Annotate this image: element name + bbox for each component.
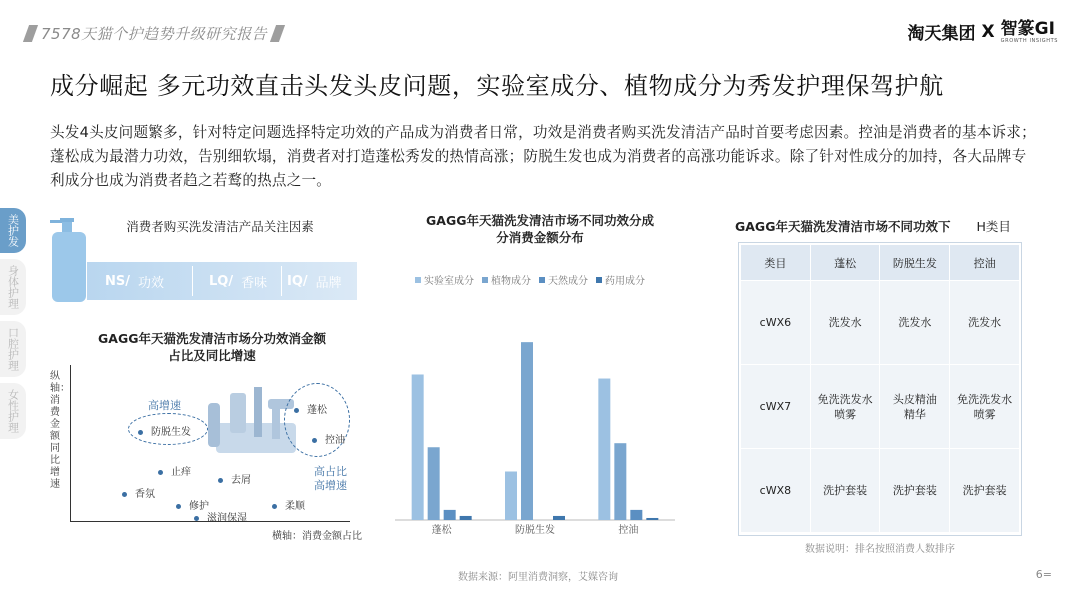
bar: [646, 518, 658, 520]
bar: [505, 471, 517, 520]
table-header-row: [741, 245, 1020, 281]
bar: [614, 443, 626, 520]
factors-banner: [87, 262, 357, 300]
sidenav-item-hair[interactable]: [0, 208, 26, 253]
point-anti-hairloss: 防脱生发: [138, 423, 191, 438]
table-cell: 洗护套装: [810, 449, 880, 533]
table-title: [735, 218, 1025, 235]
bar: [553, 516, 565, 520]
logo-x: X: [981, 21, 995, 42]
matrix-xlabel: 横轴：消费金额占比: [272, 531, 362, 542]
table-cell: 洗护套装: [950, 449, 1020, 533]
factor-brand: [287, 262, 342, 300]
table-cell: 洗发水: [950, 281, 1020, 365]
bar: [460, 516, 472, 520]
x-tick-label: 蓬松: [431, 525, 452, 536]
table-rank-cell: cWX8: [741, 449, 811, 533]
table-row: [741, 281, 1020, 365]
factors-title: 消费者购买洗发清洁产品关注因素: [126, 219, 314, 234]
x-tick-label: 控油: [618, 525, 639, 536]
legend-label: 实验室成分: [424, 276, 474, 287]
matrix-title-line1: GAGG年天猫洗发清洁市场分功效消金额: [98, 331, 326, 346]
sidenav-item-feminine[interactable]: [0, 383, 26, 439]
top-category-table: [740, 244, 1020, 533]
x-tick-label: 防脱生发: [515, 525, 555, 536]
point-anti-dandruff: 去屑: [218, 471, 251, 486]
table-header: 防脱生发: [880, 245, 950, 281]
high-share-line1: 高占比: [314, 465, 347, 478]
matrix-title: [72, 330, 352, 364]
sidenav-label: 身体护理: [6, 265, 20, 309]
legend-label: 植物成分: [491, 276, 531, 287]
table-header: 控油: [950, 245, 1020, 281]
table-rank-cell: cWX6: [741, 281, 811, 365]
bar: [412, 374, 424, 520]
bar: [521, 342, 533, 520]
ingredient-bar-chart: [395, 268, 690, 538]
table-title-main: GAGG年天猫洗发清洁市场不同功效下: [735, 219, 951, 234]
side-nav: [0, 208, 28, 445]
logo-zhizhuan: [1001, 20, 1058, 44]
report-header-tag: [20, 23, 288, 43]
sidenav-label: 美护发: [6, 214, 20, 247]
bar: [428, 447, 440, 520]
sidenav-item-oral[interactable]: [0, 321, 26, 377]
report-title: 7578天猫个护趋势升级研究报告: [41, 24, 268, 43]
table-header: 蓬松: [810, 245, 880, 281]
page-number: 6=: [1035, 568, 1052, 581]
point-moisturize: 滋润保湿: [194, 509, 247, 524]
ingredient-chart-title: [400, 212, 680, 246]
logo-zhizhuan-text: 智篆GI: [1000, 18, 1055, 39]
point-fragrance: 香氛: [122, 485, 155, 500]
slash-decoration: [270, 25, 285, 42]
factor-label: 品牌: [315, 275, 342, 291]
table-cell: 免洗洗发水喷雾: [950, 365, 1020, 449]
legend-label: 天然成分: [548, 276, 588, 287]
table-cell: 洗护套装: [880, 449, 950, 533]
factor-code: LQ/: [209, 273, 234, 289]
table-cell: 洗发水: [880, 281, 950, 365]
bar-chart-svg: [395, 268, 690, 538]
factor-fragrance: [209, 262, 267, 300]
bar: [444, 510, 456, 520]
high-share-label: [314, 465, 347, 493]
point-smooth: 柔顺: [272, 497, 305, 512]
page-title: 成分崛起 多元功效直击头发头皮问题，实验室成分、植物成分为秀发护理保驾护航: [50, 72, 944, 100]
matrix-title-line2: 占比及同比增速: [168, 348, 256, 363]
table-cell: 洗发水: [810, 281, 880, 365]
sidenav-item-body[interactable]: [0, 259, 26, 315]
brand-logo: [908, 19, 1058, 44]
table-row: [741, 449, 1020, 533]
high-share-line2: 高增速: [314, 479, 347, 492]
bar: [630, 510, 642, 520]
factor-divider: [192, 266, 193, 296]
point-anti-itch: 止痒: [158, 463, 191, 478]
sidenav-label: 女性护理: [6, 389, 20, 433]
logo-taotian: 淘天集团: [907, 24, 976, 44]
point-repair: 修护: [176, 497, 209, 512]
table-cell: 免洗洗发水喷雾: [810, 365, 880, 449]
legend-label: 药用成分: [605, 276, 645, 287]
matrix-y-axis: [70, 365, 71, 521]
slash-decoration: [23, 25, 38, 42]
matrix-ylabel: 纵轴：消费金额同比增速: [50, 371, 70, 490]
table-row: [741, 365, 1020, 449]
table-rank-cell: cWX7: [741, 365, 811, 449]
factor-efficacy: [105, 262, 164, 300]
factor-label: 香味: [241, 275, 268, 291]
data-source: 数据来源：阿里消费洞察，艾媒咨询: [458, 572, 618, 583]
logo-sub-text: GROWTH INSIGHTS: [1000, 37, 1058, 44]
shampoo-bottle-icon: [46, 218, 92, 302]
bar: [598, 379, 610, 520]
factor-code: NS/: [105, 273, 130, 289]
chart-title-line2: 分消费金额分布: [496, 230, 584, 245]
table-note: 数据说明：排名按照消费人数排序: [805, 544, 955, 555]
factor-divider: [281, 266, 282, 296]
chart-title-line1: GAGG年天猫洗发清洁市场不同功效分成: [426, 213, 654, 228]
table-header: 类目: [741, 245, 811, 281]
point-volume: 蓬松: [294, 401, 327, 416]
intro-paragraph: 头发4头皮问题繁多，针对特定问题选择特定功效的产品成为消费者日常，功效是消费者购买洗发清洁产品时首要考虑因素。控油是消费者的基本诉求；蓬松成为最潜力功效，告别细软塌，消费者对打造蓬松秀发的热情高涨；防脱生发也成为消费者的高涨功能诉求。除了针对性成分的加持，各大品牌专利成分也成为消费者趋之若鹜的热点之一。: [50, 124, 1036, 189]
factor-label: 功效: [138, 275, 165, 291]
sidenav-label: 口腔护理: [6, 327, 20, 371]
point-oil-control: 控油: [312, 431, 345, 446]
high-growth-label: 高增速: [148, 399, 181, 412]
table-cell: 头皮精油精华: [880, 365, 950, 449]
table-title-suffix: H类目: [976, 219, 1011, 234]
factor-code: IQ/: [287, 273, 308, 289]
efficacy-matrix: [50, 365, 362, 542]
